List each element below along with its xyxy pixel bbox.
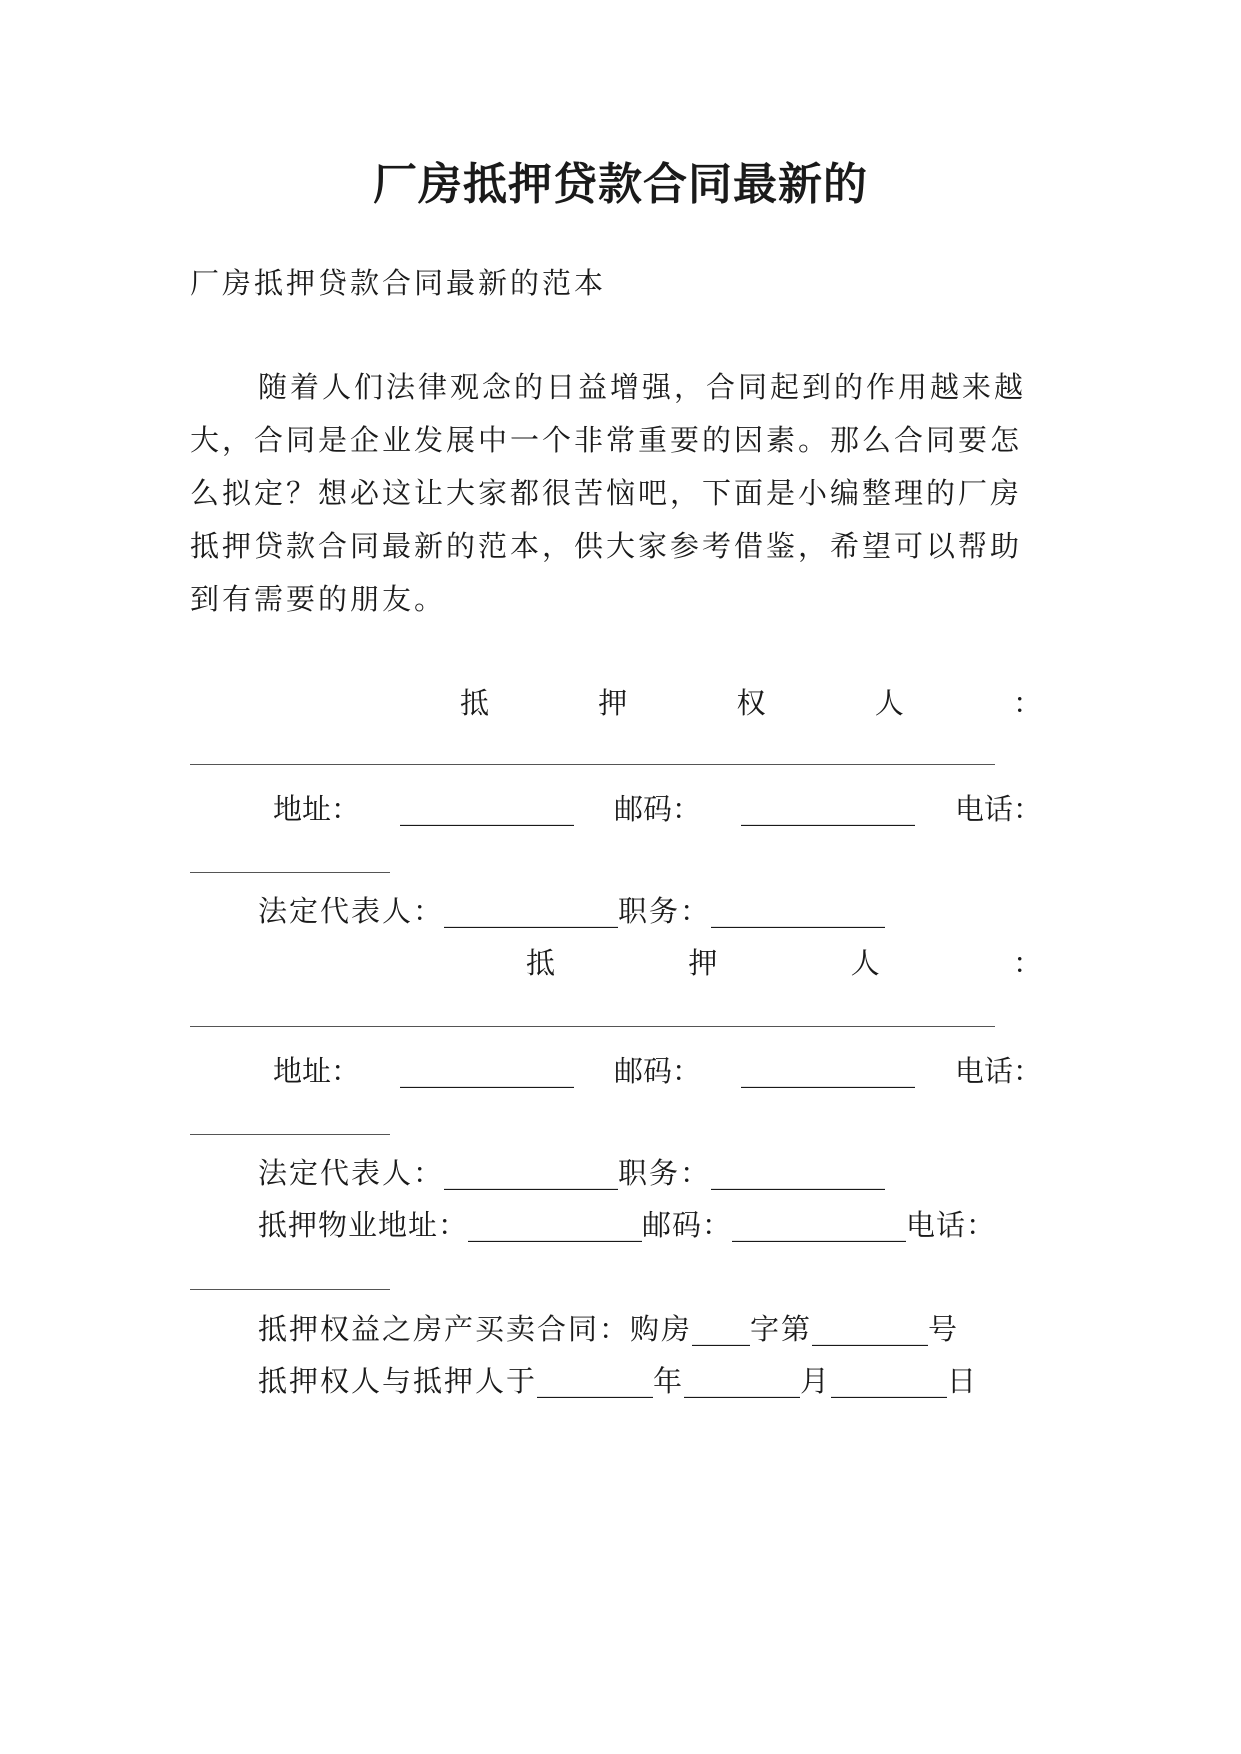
mortgagee-name-blank (190, 764, 995, 765)
property-line (258, 1196, 1055, 1254)
mortgagor-phone-blank (190, 1134, 390, 1135)
year-blank: ________ (537, 1364, 654, 1398)
position-label: 职务： (618, 1156, 712, 1190)
rep-label: 法定代表人： (258, 1156, 445, 1190)
mortgagee-contact-line (273, 780, 1042, 838)
day-blank: ________ (831, 1364, 948, 1398)
month-blank: ________ (684, 1364, 801, 1398)
property-phone-label: 电话： (906, 1208, 997, 1242)
position-blank: ____________ (711, 1156, 886, 1190)
mortgagee-char: 人 (874, 686, 904, 720)
mortgagor-char: ： (1012, 946, 1042, 980)
property-postcode-label: 邮码： (642, 1208, 733, 1242)
contract-blank-2: ________ (812, 1312, 929, 1346)
date-label: 抵押权人与抵押人于 (258, 1364, 538, 1398)
month-label: 月 (800, 1364, 832, 1398)
position-label: 职务： (618, 894, 712, 928)
mortgagee-rep-line (258, 882, 1055, 940)
contract-line (258, 1300, 1055, 1358)
mortgagor-rep-line (258, 1144, 1055, 1202)
mortgagee-phone-blank (190, 872, 390, 873)
position-blank: ____________ (711, 894, 886, 928)
contract-hao: 号 (928, 1312, 960, 1346)
property-address-blank: ____________ (468, 1208, 643, 1242)
address-blank: ____________ (400, 1054, 574, 1088)
rep-blank: ____________ (444, 1156, 619, 1190)
mortgagor-char: 押 (688, 946, 718, 980)
property-address-label: 抵押物业地址： (258, 1208, 469, 1242)
mortgagor-contact-line (273, 1042, 1042, 1100)
property-phone-blank (190, 1289, 390, 1290)
intro-line-2: 大，合同是企业发展中一个非常重要的因素。那么合同要怎 (190, 423, 1023, 457)
phone-label: 电话： (954, 792, 1042, 826)
document-subtitle: 厂房抵押贷款合同最新的范本 (190, 266, 607, 300)
intro-line-5: 到有需要的朋友。 (190, 582, 447, 616)
mortgagor-label (526, 934, 1042, 992)
contract-zi: 字第 (750, 1312, 813, 1346)
mortgagee-char: 押 (598, 686, 628, 720)
intro-line-4: 抵押贷款合同最新的范本，供大家参考借鉴，希望可以帮助 (190, 529, 1023, 563)
postcode-blank: ____________ (740, 1054, 915, 1088)
phone-label: 电话： (954, 1054, 1042, 1088)
rep-label: 法定代表人： (258, 894, 445, 928)
mortgagee-char: 抵 (460, 686, 490, 720)
day-label: 日 (947, 1364, 979, 1398)
year-label: 年 (653, 1364, 685, 1398)
rep-blank: ____________ (444, 894, 619, 928)
document-title: 厂房抵押贷款合同最新的 (373, 159, 868, 210)
property-postcode-blank: ____________ (732, 1208, 907, 1242)
mortgagee-label (460, 674, 1042, 732)
intro-line-1: 随着人们法律观念的日益增强，合同起到的作用越来越 (258, 370, 1027, 404)
date-line (258, 1352, 1055, 1410)
mortgagor-char: 人 (850, 946, 880, 980)
address-label: 地址： (273, 1054, 361, 1088)
mortgagor-char: 抵 (526, 946, 556, 980)
mortgagee-char: ： (1012, 686, 1042, 720)
contract-blank-1: ____ (692, 1312, 751, 1346)
postcode-label: 邮码： (613, 792, 701, 826)
postcode-label: 邮码： (613, 1054, 701, 1088)
address-blank: ____________ (400, 792, 574, 826)
contract-label: 抵押权益之房产买卖合同：购房 (258, 1312, 693, 1346)
postcode-blank: ____________ (740, 792, 915, 826)
address-label: 地址： (273, 792, 361, 826)
mortgagor-name-blank (190, 1026, 995, 1027)
mortgagee-char: 权 (736, 686, 766, 720)
intro-line-3: 么拟定？想必这让大家都很苦恼吧，下面是小编整理的厂房 (190, 476, 1023, 510)
